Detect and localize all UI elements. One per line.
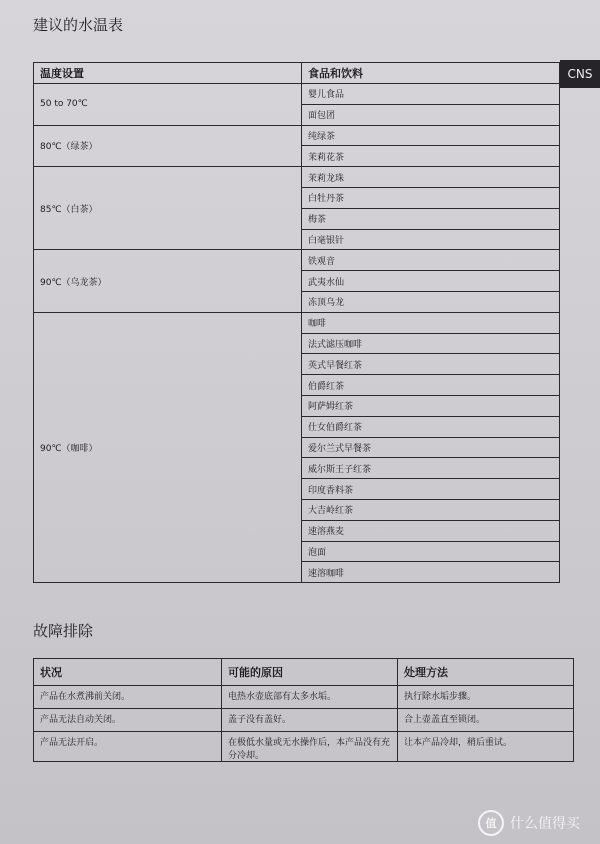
temperature-table-title: 建议的水温表: [33, 16, 124, 34]
header-cause: 可能的原因: [222, 659, 398, 686]
table-row: [34, 125, 560, 146]
header-temp-setting: 温度设置: [34, 63, 302, 84]
food-cell: 白牡丹茶: [302, 187, 560, 208]
food-cell: 法式滤压咖啡: [302, 333, 560, 354]
food-cell: 爱尔兰式早餐茶: [302, 437, 560, 458]
header-solution: 处理方法: [398, 659, 574, 686]
food-cell: 威尔斯王子红茶: [302, 458, 560, 479]
food-cell: 速溶咖啡: [302, 562, 560, 583]
temp-setting-cell: 50 to 70℃: [34, 84, 302, 126]
food-cell: 茉莉花茶: [302, 146, 560, 167]
food-cell: 梅茶: [302, 208, 560, 229]
table-row: [34, 167, 560, 188]
table-row: [34, 732, 574, 762]
table-header-row: [34, 659, 574, 686]
food-cell: 白毫银针: [302, 229, 560, 250]
food-cell: 大吉岭红茶: [302, 499, 560, 520]
temperature-table: [33, 62, 560, 583]
status-cell: 产品在水煮沸前关闭。: [34, 686, 222, 709]
food-cell: 伯爵红茶: [302, 375, 560, 396]
cause-cell: 在极低水量或无水操作后，本产品没有充分冷却。: [222, 732, 398, 762]
food-cell: 冻顶乌龙: [302, 291, 560, 312]
language-tab: CNS: [560, 60, 600, 88]
food-cell: 泡面: [302, 541, 560, 562]
food-cell: 仕女伯爵红茶: [302, 416, 560, 437]
food-cell: 速溶燕麦: [302, 520, 560, 541]
food-cell: 咖啡: [302, 312, 560, 333]
table-row: [34, 84, 560, 105]
solution-cell: 合上壶盖直至锁闭。: [398, 709, 574, 732]
food-cell: 铁观音: [302, 250, 560, 271]
table-row: [34, 709, 574, 732]
food-cell: 英式早餐红茶: [302, 354, 560, 375]
cause-cell: 盖子没有盖好。: [222, 709, 398, 732]
zhi-icon: 值: [478, 810, 504, 836]
temp-setting-cell: 90℃（乌龙茶）: [34, 250, 302, 312]
food-cell: 印度香料茶: [302, 479, 560, 500]
food-cell: 面包团: [302, 104, 560, 125]
watermark-text: 什么值得买: [510, 816, 580, 832]
watermark: [478, 810, 580, 836]
food-cell: 阿萨姆红茶: [302, 395, 560, 416]
troubleshooting-table: [33, 658, 574, 762]
header-food-drink: 食品和饮料: [302, 63, 560, 84]
food-cell: 纯绿茶: [302, 125, 560, 146]
table-row: [34, 250, 560, 271]
header-status: 状况: [34, 659, 222, 686]
food-cell: 武夷水仙: [302, 271, 560, 292]
temp-setting-cell: 80℃（绿茶）: [34, 125, 302, 167]
table-row: [34, 312, 560, 333]
food-cell: 婴儿食品: [302, 84, 560, 105]
temp-setting-cell: 85℃（白茶）: [34, 167, 302, 250]
solution-cell: 执行除水垢步骤。: [398, 686, 574, 709]
solution-cell: 让本产品冷却，稍后重试。: [398, 732, 574, 762]
table-row: [34, 686, 574, 709]
temp-setting-cell: 90℃（咖啡）: [34, 312, 302, 582]
troubleshooting-title: 故障排除: [33, 622, 94, 640]
cause-cell: 电热水壶底部有太多水垢。: [222, 686, 398, 709]
status-cell: 产品无法自动关闭。: [34, 709, 222, 732]
food-cell: 茉莉龙珠: [302, 167, 560, 188]
table-header-row: [34, 63, 560, 84]
status-cell: 产品无法开启。: [34, 732, 222, 762]
